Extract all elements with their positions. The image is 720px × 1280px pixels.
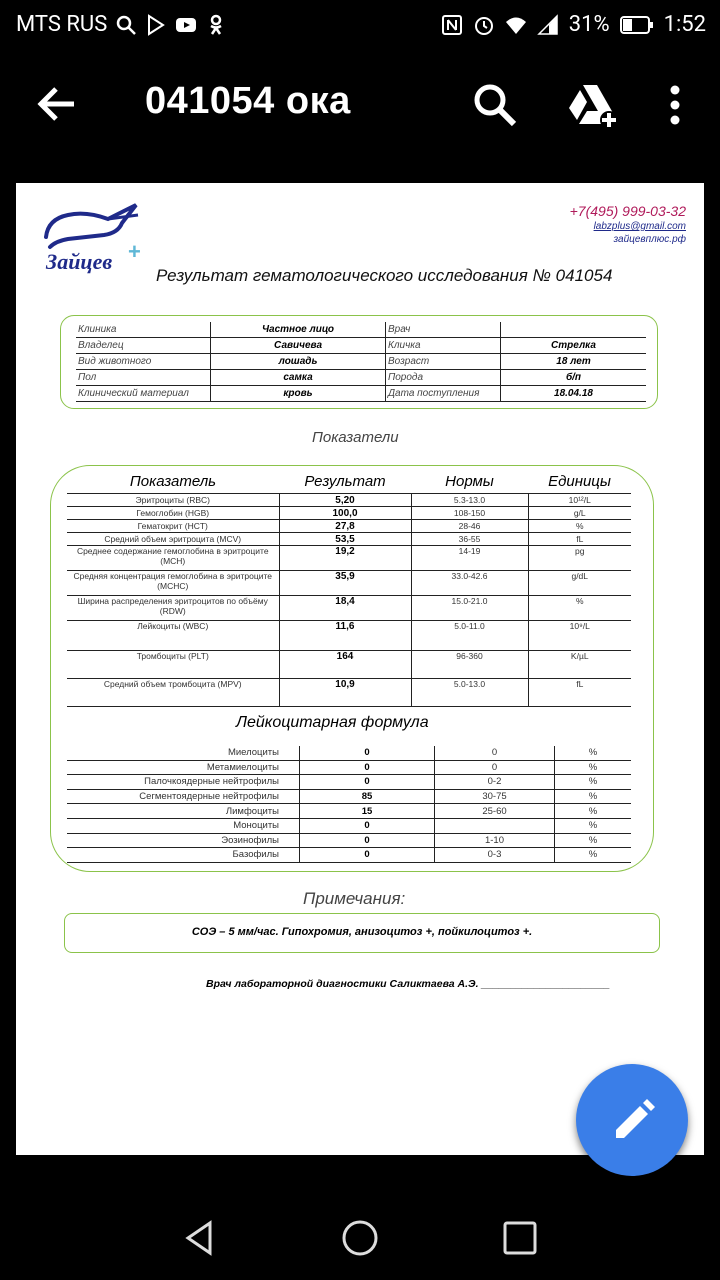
- nav-home-icon[interactable]: [340, 1218, 380, 1258]
- leukocyte-unit: %: [555, 804, 632, 819]
- indicator-result: 164: [279, 651, 411, 679]
- indicator-unit: 10⁹/L: [528, 621, 631, 651]
- indicator-norm: 33.0-42.6: [411, 571, 528, 596]
- info-label: Порода: [386, 370, 501, 386]
- leukocyte-row: [67, 818, 631, 833]
- leukocyte-unit: %: [555, 760, 632, 775]
- info-label: Возраст: [386, 354, 501, 370]
- leukocyte-name: Эозинофилы: [67, 833, 300, 848]
- indicator-unit: g/dL: [528, 571, 631, 596]
- indicator-name: Ширина распределения эритроцитов по объёму (RDW): [67, 596, 279, 621]
- leukocyte-name: Палочкоядерные нейтрофилы: [67, 775, 300, 790]
- leukocyte-norm: 25-60: [435, 804, 555, 819]
- signature-line: Врач лабораторной диагностики Саликтаева А.Э. ______________________: [206, 978, 610, 990]
- indicator-result: 10,9: [279, 679, 411, 707]
- leukocyte-unit: %: [555, 818, 632, 833]
- info-row: [76, 354, 646, 370]
- leukocyte-unit: %: [555, 789, 632, 804]
- signal-icon: [537, 14, 559, 36]
- notes-text: СОЭ – 5 мм/час. Гипохромия, анизоцитоз +, пойкилоцитоз +.: [191, 926, 533, 938]
- website-link[interactable]: зайцевплюс.рф: [613, 234, 686, 245]
- indicator-unit: %: [528, 596, 631, 621]
- indicator-unit: %: [528, 520, 631, 533]
- notes-box: [64, 913, 660, 953]
- leukocyte-name: Моноциты: [67, 818, 300, 833]
- status-bar: [0, 0, 720, 50]
- info-label: Кличка: [386, 338, 501, 354]
- indicator-norm: 108-150: [411, 507, 528, 520]
- indicator-norm: 96-360: [411, 651, 528, 679]
- indicator-row: [67, 494, 631, 507]
- report-title: Результат гематологического исследования № 041054: [156, 266, 613, 285]
- info-label: Вид животного: [76, 354, 211, 370]
- indicators-heading: Показатели: [312, 429, 399, 446]
- zaitsev-logo: [38, 197, 158, 277]
- indicator-norm: 36-55: [411, 533, 528, 546]
- indicator-result: 11,6: [279, 621, 411, 651]
- system-nav-bar: [0, 1196, 720, 1280]
- leukocyte-row: [67, 746, 631, 760]
- col-header-units: Единицы: [528, 469, 631, 494]
- leukocyte-name: Лимфоциты: [67, 804, 300, 819]
- add-to-drive-icon[interactable]: [565, 80, 621, 130]
- leukocyte-norm: 0-3: [435, 848, 555, 863]
- indicator-name: Гемоглобин (HGB): [67, 507, 279, 520]
- info-label: Врач: [386, 322, 501, 338]
- document-page: [16, 183, 704, 1155]
- indicator-name: Гематокрит (HCT): [67, 520, 279, 533]
- pencil-icon: [576, 1064, 688, 1176]
- info-value: самка: [211, 370, 386, 386]
- more-options-icon[interactable]: [660, 80, 690, 130]
- leukocyte-norm: 30-75: [435, 789, 555, 804]
- email-link[interactable]: labzplus@gmail.com: [593, 221, 686, 232]
- leukocyte-unit: %: [555, 746, 632, 760]
- indicator-result: 35,9: [279, 571, 411, 596]
- leukocyte-row: [67, 804, 631, 819]
- odnoklassniki-icon: [205, 14, 227, 36]
- app-bar: [0, 50, 720, 160]
- indicator-unit: g/L: [528, 507, 631, 520]
- info-value: лошадь: [211, 354, 386, 370]
- leukocyte-norm: 0: [435, 760, 555, 775]
- leukocyte-result: 0: [300, 775, 435, 790]
- battery-percent: 31%: [568, 12, 610, 37]
- indicator-row: [67, 651, 631, 679]
- search-status-icon: [115, 14, 137, 36]
- back-arrow-icon[interactable]: [34, 80, 82, 128]
- leukocyte-name: Сегментоядерные нейтрофилы: [67, 789, 300, 804]
- indicator-norm: 5.3-13.0: [411, 494, 528, 507]
- leukocyte-unit: %: [555, 775, 632, 790]
- leukocyte-norm: 1-10: [435, 833, 555, 848]
- indicator-name: Среднее содержание гемоглобина в эритроците (MCH): [67, 546, 279, 571]
- phone-number: +7(495) 999-03-32: [569, 203, 686, 219]
- youtube-icon: [175, 14, 197, 36]
- info-value: б/п: [501, 370, 647, 386]
- indicator-row: [67, 621, 631, 651]
- info-label: Дата поступления: [386, 386, 501, 402]
- info-row: [76, 386, 646, 402]
- leukocyte-row: [67, 789, 631, 804]
- indicator-row: [67, 596, 631, 621]
- contact-block: [570, 203, 686, 245]
- indicator-unit: fL: [528, 533, 631, 546]
- leukocyte-norm: 0-2: [435, 775, 555, 790]
- indicator-unit: K/µL: [528, 651, 631, 679]
- indicator-result: 53,5: [279, 533, 411, 546]
- indicator-row: [67, 533, 631, 546]
- notes-heading: Примечания:: [303, 889, 406, 908]
- indicator-row: [67, 520, 631, 533]
- leukocyte-row: [67, 760, 631, 775]
- leukocyte-result: 15: [300, 804, 435, 819]
- leukocyte-result: 0: [300, 760, 435, 775]
- leukocyte-norm: 0: [435, 746, 555, 760]
- leukocyte-unit: %: [555, 848, 632, 863]
- info-label: Клинический материал: [76, 386, 211, 402]
- indicator-result: 18,4: [279, 596, 411, 621]
- col-header-result: Результат: [279, 469, 411, 494]
- info-label: Клиника: [76, 322, 211, 338]
- leukocyte-formula-heading: Лейкоцитарная формула: [236, 714, 429, 731]
- indicator-norm: 5.0-13.0: [411, 679, 528, 707]
- leukocyte-table: [67, 746, 631, 863]
- indicator-result: 19,2: [279, 546, 411, 571]
- indicator-row: [67, 679, 631, 707]
- leukocyte-result: 85: [300, 789, 435, 804]
- col-header-norms: Нормы: [411, 469, 528, 494]
- indicator-name: Эритроциты (RBC): [67, 494, 279, 507]
- indicator-norm: 15.0-21.0: [411, 596, 528, 621]
- indicator-result: 100,0: [279, 507, 411, 520]
- indicator-norm: 14-19: [411, 546, 528, 571]
- leukocyte-name: Базофилы: [67, 848, 300, 863]
- patient-info-box: [60, 315, 658, 409]
- info-row: [76, 322, 646, 338]
- leukocyte-result: 0: [300, 746, 435, 760]
- info-row: [76, 338, 646, 354]
- info-label: Владелец: [76, 338, 211, 354]
- leukocyte-result: 0: [300, 833, 435, 848]
- leukocyte-row: [67, 848, 631, 863]
- leukocyte-name: Миелоциты: [67, 746, 300, 760]
- indicator-row: [67, 507, 631, 520]
- col-header-indicator: Показатель: [67, 469, 279, 494]
- indicator-name: Средний объем эритроцита (MCV): [67, 533, 279, 546]
- leukocyte-norm: [435, 818, 555, 833]
- info-value: кровь: [211, 386, 386, 402]
- leukocyte-unit: %: [555, 833, 632, 848]
- alarm-icon: [473, 14, 495, 36]
- leukocyte-result: 0: [300, 848, 435, 863]
- leukocyte-name: Метамиелоциты: [67, 760, 300, 775]
- indicator-result: 27,8: [279, 520, 411, 533]
- clock: 1:52: [663, 12, 706, 37]
- indicator-name: Средний объем тромбоцита (MPV): [67, 679, 279, 707]
- info-value: 18.04.18: [501, 386, 647, 402]
- nfc-icon: [441, 14, 463, 36]
- indicator-norm: 5.0-11.0: [411, 621, 528, 651]
- info-value: Савичева: [211, 338, 386, 354]
- document-title: 041054 ока: [145, 80, 351, 122]
- search-icon[interactable]: [470, 80, 520, 130]
- indicator-result: 5,20: [279, 494, 411, 507]
- leukocyte-result: 0: [300, 818, 435, 833]
- indicator-unit: pg: [528, 546, 631, 571]
- leukocyte-row: [67, 775, 631, 790]
- indicator-unit: 10¹²/L: [528, 494, 631, 507]
- indicator-row: [67, 546, 631, 571]
- indicator-name: Тромбоциты (PLT): [67, 651, 279, 679]
- wifi-icon: [505, 14, 527, 36]
- nav-recents-icon[interactable]: [500, 1218, 540, 1258]
- svg-text:+: +: [128, 239, 141, 264]
- info-value: Частное лицо: [211, 322, 386, 338]
- indicator-name: Лейкоциты (WBC): [67, 621, 279, 651]
- indicator-row: [67, 571, 631, 596]
- info-value: 18 лет: [501, 354, 647, 370]
- info-value: [501, 322, 647, 338]
- carrier-label: MTS RUS: [16, 12, 108, 37]
- patient-info-table: [76, 322, 646, 402]
- info-value: Стрелка: [501, 338, 647, 354]
- logo-text: Зайцев: [46, 249, 113, 274]
- indicator-unit: fL: [528, 679, 631, 707]
- indicator-norm: 28-46: [411, 520, 528, 533]
- indicator-name: Средняя концентрация гемоглобина в эритроците (MCHC): [67, 571, 279, 596]
- leukocyte-row: [67, 833, 631, 848]
- edit-fab-button[interactable]: [576, 1064, 688, 1176]
- indicators-table: [67, 469, 631, 707]
- info-row: [76, 370, 646, 386]
- battery-icon: [620, 14, 654, 36]
- info-label: Пол: [76, 370, 211, 386]
- nav-back-icon[interactable]: [180, 1218, 220, 1258]
- play-store-icon: [145, 14, 167, 36]
